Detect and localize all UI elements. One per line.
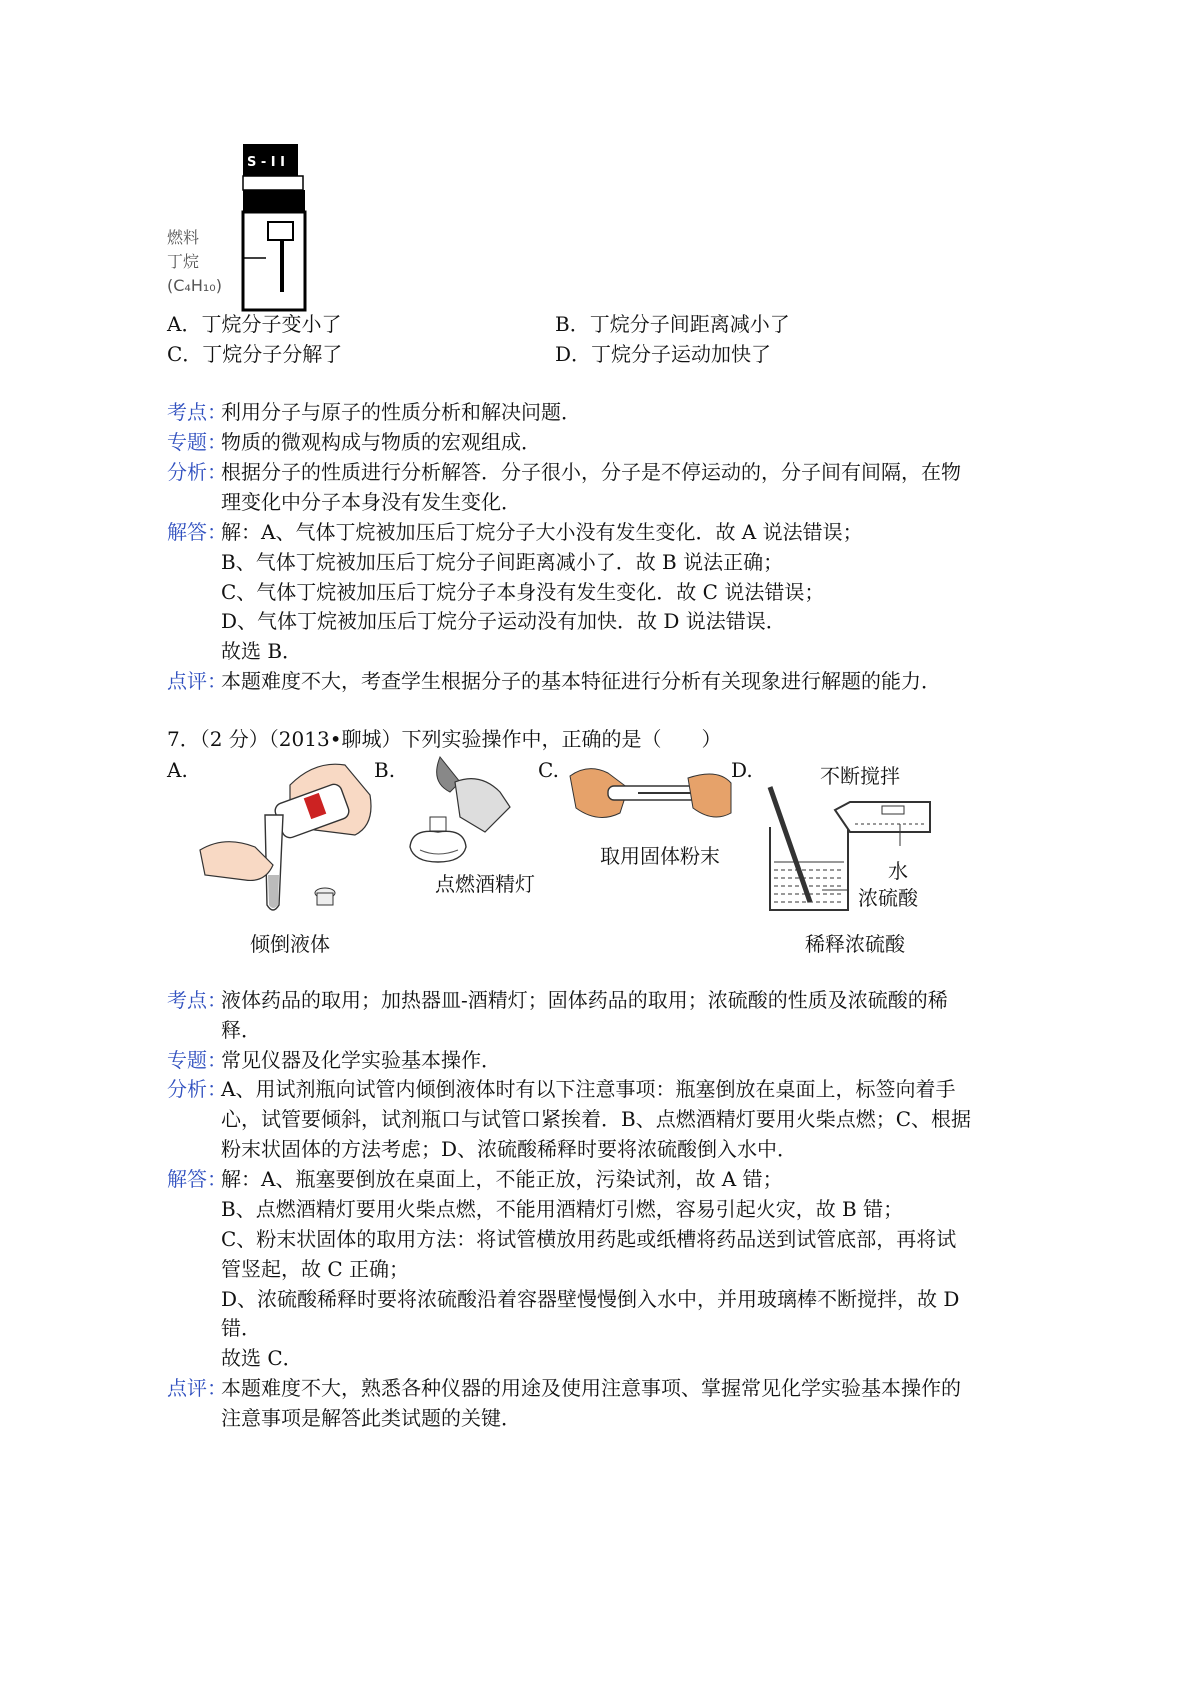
q7-jieda-line3: C、粉末状固体的取用方法：将试管横放用药匙或纸槽将药品送到试管底部，再将试 <box>221 1227 957 1251</box>
q6-fenxi-line2: 理变化中分子本身没有发生变化． <box>221 490 521 514</box>
lighter-label-formula: (C₄H₁₀) <box>167 276 222 295</box>
q6-zhuanti: 物质的微观构成与物质的宏观组成． <box>221 430 541 454</box>
q7-jieda-line2: B、点燃酒精灯要用火柴点燃，不能用酒精灯引燃，容易引起火灾，故 B 错； <box>221 1197 904 1221</box>
lighter-label-fuel: 燃料 <box>167 228 200 247</box>
q6-dianping-label: 点评： <box>167 669 227 693</box>
q6-jieda-line3: C、气体丁烷被加压后丁烷分子本身没有发生变化．故 C 说法错误； <box>221 580 825 604</box>
q7-dianping-line1: 本题难度不大，熟悉各种仪器的用途及使用注意事项、掌握常见化学实验基本操作的 <box>221 1376 961 1400</box>
q6-fenxi-label: 分析： <box>167 460 227 484</box>
q6-option-a: A．丁烷分子变小了 <box>167 312 342 336</box>
q6-dianping: 本题难度不大，考查学生根据分子的基本特征进行分析有关现象进行解题的能力． <box>221 669 941 693</box>
q7-fig-c-letter: C. <box>538 758 559 782</box>
d-label-stir: 不断搅拌 <box>820 764 900 788</box>
q7-zhuanti: 常见仪器及化学实验基本操作． <box>221 1048 501 1072</box>
q7-fenxi-line3: 粉末状固体的方法考虑；D、浓硫酸稀释时要将浓硫酸倒入水中． <box>221 1137 798 1161</box>
q7-fenxi-line1: A、用试剂瓶向试管内倾倒液体时有以下注意事项：瓶塞倒放在桌面上，标签向着手 <box>221 1077 956 1101</box>
alcohol-lamp-illustration <box>400 752 530 864</box>
q7-jieda-line4: 管竖起，故 C 正确； <box>221 1257 410 1281</box>
q6-jieda-label: 解答： <box>167 520 227 544</box>
q7-fig-d-letter: D. <box>731 758 753 782</box>
q7-fig-a-caption: 倾倒液体 <box>250 932 330 956</box>
solid-powder-illustration <box>568 758 733 828</box>
q6-option-c: C．丁烷分子分解了 <box>167 342 343 366</box>
q7-jieda-line5: D、浓硫酸稀释时要将浓硫酸沿着容器壁慢慢倒入水中，并用玻璃棒不断搅拌，故 D <box>221 1287 960 1311</box>
q6-jieda-line4: D、气体丁烷被加压后丁烷分子运动没有加快．故 D 说法错误． <box>221 609 786 633</box>
pour-liquid-illustration <box>195 755 385 915</box>
q7-dianping-label: 点评： <box>167 1376 227 1400</box>
q6-jieda-line5: 故选 B． <box>221 639 303 663</box>
q7-kaodian-line2: 释． <box>221 1018 261 1042</box>
q6-kaodian: 利用分子与原子的性质分析和解决问题． <box>221 400 581 424</box>
lighter-label-butane: 丁烷 <box>167 252 200 271</box>
d-label-water: 水 <box>888 859 908 883</box>
q7-fig-d-caption: 稀释浓硫酸 <box>805 932 905 956</box>
q7-zhuanti-label: 专题： <box>167 1048 227 1072</box>
q7-kaodian-line1: 液体药品的取用；加热器皿-酒精灯；固体药品的取用；浓硫酸的性质及浓硫酸的稀 <box>221 988 948 1012</box>
q6-zhuanti-label: 专题： <box>167 430 227 454</box>
q7-jieda-label: 解答： <box>167 1167 227 1191</box>
q6-option-d: D．丁烷分子运动加快了 <box>555 342 772 366</box>
q7-fig-a-letter: A. <box>167 758 188 782</box>
q7-fig-b-caption: 点燃酒精灯 <box>435 872 535 896</box>
q6-jieda-line1: 解：A、气体丁烷被加压后丁烷分子大小没有发生变化．故 A 说法错误； <box>221 520 863 544</box>
q6-kaodian-label: 考点： <box>167 400 227 424</box>
q7-dianping-line2: 注意事项是解答此类试题的关键． <box>221 1406 521 1430</box>
q6-jieda-line2: B、气体丁烷被加压后丁烷分子间距离减小了．故 B 说法正确； <box>221 550 784 574</box>
lighter-top-label: S - I I <box>247 155 286 170</box>
q7-fig-b-letter: B. <box>374 758 396 782</box>
d-label-acid: 浓硫酸 <box>858 886 918 910</box>
q7-jieda-line6: 错． <box>221 1316 261 1340</box>
q6-fenxi-line1: 根据分子的性质进行分析解答．分子很小，分子是不停运动的，分子间有间隔，在物 <box>221 460 961 484</box>
q7-fenxi-label: 分析： <box>167 1077 227 1101</box>
q7-kaodian-label: 考点： <box>167 988 227 1012</box>
q7-title: 7．（2 分）（2013•聊城）下列实验操作中，正确的是（ ） <box>167 727 722 751</box>
q7-fenxi-line2: 心，试管要倾斜，试剂瓶口与试管口紧挨着．B、点燃酒精灯要用火柴点燃；C、根据 <box>221 1107 971 1131</box>
q7-jieda-line7: 故选 C． <box>221 1346 303 1370</box>
q6-option-b: B．丁烷分子间距离减小了 <box>555 312 790 336</box>
q7-fig-c-caption: 取用固体粉末 <box>600 844 720 868</box>
q7-jieda-line1: 解：A、瓶塞要倒放在桌面上，不能正放，污染试剂，故 A 错； <box>221 1167 783 1191</box>
